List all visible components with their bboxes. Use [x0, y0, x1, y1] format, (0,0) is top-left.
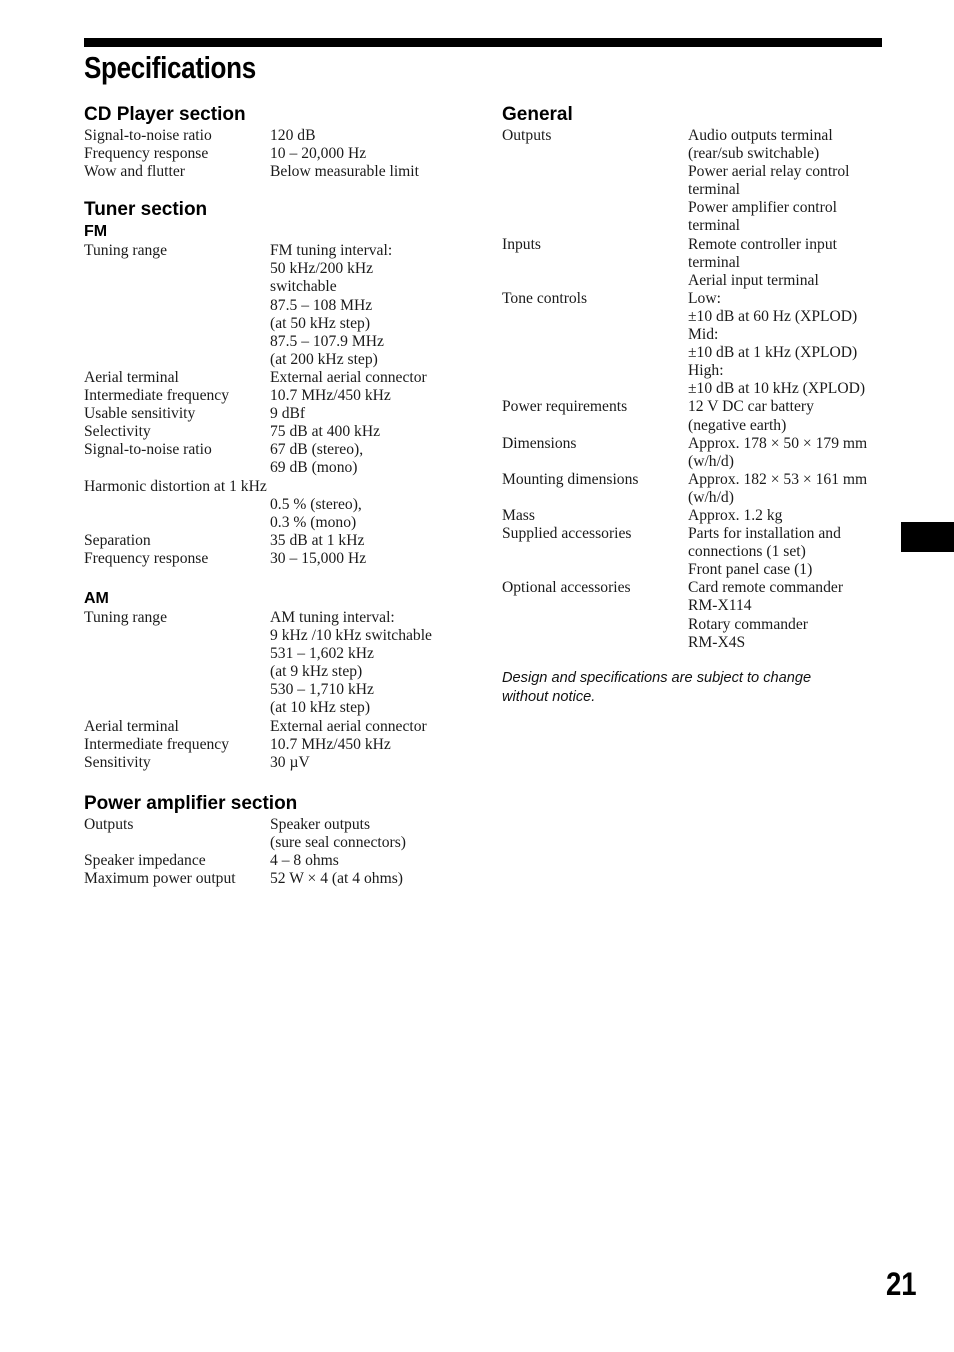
spec-value [270, 145, 464, 163]
spec-label: Wow and flutter [84, 163, 185, 181]
disclaimer-note [502, 669, 892, 707]
value-line: terminal [688, 217, 740, 235]
value-line: Speaker outputs [270, 815, 371, 833]
spec-value [688, 127, 892, 236]
value-line: (sure seal connectors) [270, 833, 406, 851]
spec-value [270, 609, 464, 718]
value-line: 52 W × 4 (at 4 ohms) [270, 870, 403, 888]
value-line: RM-X114 [688, 597, 752, 615]
spec-label: Inputs [502, 235, 541, 253]
am-heading: AM [84, 589, 109, 607]
spec-row [502, 525, 892, 579]
value-line: Front panel case (1) [688, 561, 813, 579]
spec-value [270, 405, 464, 423]
value-line: Audio outputs terminal [688, 127, 833, 144]
value-line: terminal [688, 181, 740, 199]
value-line: 4 – 8 ohms [270, 852, 339, 869]
value-line: Mid: [688, 326, 719, 344]
spec-label: Separation [84, 531, 151, 549]
spec-value [270, 496, 464, 532]
spec-label: Signal-to-noise ratio [84, 441, 212, 459]
value-line: terminal [688, 253, 740, 271]
general-specs [502, 127, 892, 652]
value-line: ±10 dB at 1 kHz (XPLOD) [688, 344, 858, 362]
spec-row [84, 718, 464, 736]
spec-row [502, 471, 892, 507]
value-line: Below measurable limit [270, 163, 419, 181]
spec-row [84, 387, 464, 405]
cd-player-specs [84, 127, 464, 181]
value-line: 530 – 1,710 kHz [270, 681, 374, 699]
spec-label: Maximum power output [84, 870, 236, 888]
spec-row [84, 441, 464, 477]
spec-label: Aerial terminal [84, 717, 179, 735]
spec-value [270, 852, 464, 870]
value-line: Aerial input terminal [688, 271, 819, 289]
spec-value [270, 532, 464, 550]
spec-value [270, 163, 464, 181]
value-line: 69 dB (mono) [270, 459, 358, 477]
value-line: Power aerial relay control [688, 163, 850, 181]
value-line: FM tuning interval: [270, 242, 393, 260]
value-line: switchable [270, 278, 337, 296]
spec-row [502, 435, 892, 471]
spec-value [688, 236, 892, 290]
value-line: High: [688, 362, 724, 380]
value-line: 10 – 20,000 Hz [270, 145, 367, 163]
value-line: Parts for installation and [688, 525, 841, 543]
spec-label: Supplied accessories [502, 525, 632, 543]
spec-value [270, 441, 464, 477]
value-line: ±10 dB at 10 kHz (XPLOD) [688, 380, 866, 398]
am-specs [84, 609, 464, 772]
spec-row [502, 290, 892, 399]
value-line: 30 – 15,000 Hz [270, 549, 367, 567]
spec-row [84, 816, 464, 852]
spec-value [270, 369, 464, 387]
spec-row [84, 145, 464, 163]
spec-value [270, 127, 464, 145]
spec-value [688, 471, 892, 507]
spec-row-harmonic-values [84, 496, 464, 532]
note-line: without notice. [502, 688, 596, 705]
spec-value [270, 870, 464, 888]
value-line: (at 50 kHz step) [270, 314, 371, 332]
spec-label: Intermediate frequency [84, 735, 230, 753]
value-line: 9 kHz /10 kHz switchable [270, 627, 432, 645]
spec-value [270, 550, 464, 568]
spec-row [84, 369, 464, 387]
tuner-heading: Tuner section [84, 199, 208, 221]
title-rule [84, 38, 882, 47]
value-line: (at 200 kHz step) [270, 350, 378, 368]
spec-value [688, 579, 892, 651]
spec-label: Usable sensitivity [84, 405, 196, 423]
power-amp-heading: Power amplifier section [84, 792, 298, 814]
spec-value [688, 525, 892, 579]
note-line: Design and specifications are subject to change [502, 669, 812, 686]
value-line: Power amplifier control [688, 199, 837, 217]
spec-value [270, 736, 464, 754]
spec-label: Tone controls [502, 289, 588, 307]
value-line: (at 10 kHz step) [270, 699, 371, 717]
spec-row [84, 609, 464, 718]
spec-value [688, 435, 892, 471]
value-line: External aerial connector [270, 717, 427, 735]
spec-row [84, 127, 464, 145]
value-line: 12 V DC car battery [688, 398, 814, 416]
spec-row [84, 242, 464, 369]
value-line: 30 µV [270, 753, 310, 771]
spec-label: Speaker impedance [84, 852, 206, 869]
value-line: (negative earth) [688, 416, 787, 434]
spec-label: Harmonic distortion at 1 kHz [84, 477, 267, 495]
spec-label: Dimensions [502, 434, 577, 452]
spec-label: Frequency response [84, 549, 209, 567]
spec-row [84, 532, 464, 550]
spec-label: Selectivity [84, 423, 151, 441]
value-line: 0.3 % (mono) [270, 513, 357, 531]
spec-row [502, 579, 892, 651]
spec-label: Tuning range [84, 608, 168, 626]
value-line: Card remote commander [688, 579, 844, 597]
spec-row-harmonic-distortion [84, 478, 464, 496]
spec-label: Signal-to-noise ratio [84, 127, 212, 144]
spec-row [84, 852, 464, 870]
power-amp-specs [84, 816, 464, 888]
spec-row [84, 423, 464, 441]
section-edge-tab [901, 522, 954, 552]
spec-label: Optional accessories [502, 579, 631, 597]
spec-row [84, 405, 464, 423]
value-line: RM-X4S [688, 633, 746, 651]
value-line: (at 9 kHz step) [270, 663, 363, 681]
spec-row [84, 754, 464, 772]
value-line: Low: [688, 289, 721, 307]
value-line: 9 dBf [270, 405, 306, 423]
value-line: 120 dB [270, 127, 316, 144]
spec-value [270, 754, 464, 772]
spec-label: Tuning range [84, 242, 168, 260]
value-line: (w/h/d) [688, 488, 734, 506]
value-line: Remote controller input [688, 235, 837, 253]
value-line: 35 dB at 1 kHz [270, 531, 365, 549]
value-line: 75 dB at 400 kHz [270, 423, 381, 441]
value-line: Rotary commander [688, 615, 808, 633]
spec-row [502, 398, 892, 434]
spec-label: Mass [502, 506, 535, 524]
page-number: 21 [886, 1266, 917, 1302]
value-line: External aerial connector [270, 368, 427, 386]
spec-row [84, 736, 464, 754]
general-heading: General [502, 104, 573, 125]
value-line: 50 kHz/200 kHz [270, 260, 374, 278]
value-line: 0.5 % (stereo), [270, 495, 362, 513]
value-line: 10.7 MHz/450 kHz [270, 387, 391, 405]
spec-value [688, 290, 892, 399]
spec-label: Power requirements [502, 398, 628, 416]
right-column [502, 103, 892, 707]
spec-row [84, 163, 464, 181]
value-line: AM tuning interval: [270, 608, 395, 626]
cd-player-heading: CD Player section [84, 104, 246, 125]
value-line: Approx. 182 × 53 × 161 mm [688, 470, 868, 488]
value-line: Approx. 178 × 50 × 179 mm [688, 434, 868, 452]
spec-value [270, 423, 464, 441]
spec-label: Outputs [84, 815, 134, 833]
spec-label: Frequency response [84, 145, 209, 163]
value-line: (w/h/d) [688, 452, 734, 470]
value-line: (rear/sub switchable) [688, 145, 820, 163]
value-line: 67 dB (stereo), [270, 441, 364, 459]
spec-value [688, 507, 892, 525]
page-title: Specifications [84, 50, 256, 85]
spec-row [502, 236, 892, 290]
fm-specs [84, 242, 464, 477]
spec-value [270, 387, 464, 405]
spec-label: Aerial terminal [84, 368, 179, 386]
spec-row [502, 127, 892, 236]
spec-row [84, 870, 464, 888]
value-line: 87.5 – 108 MHz [270, 296, 373, 314]
fm-specs-continued [84, 532, 464, 568]
spec-label: Outputs [502, 127, 552, 144]
spec-label: Intermediate frequency [84, 387, 230, 405]
value-line: 87.5 – 107.9 MHz [270, 332, 384, 350]
spec-value [270, 242, 464, 369]
spec-row [502, 507, 892, 525]
value-line: ±10 dB at 60 Hz (XPLOD) [688, 307, 858, 325]
value-line: 531 – 1,602 kHz [270, 645, 374, 663]
value-line: 10.7 MHz/450 kHz [270, 735, 391, 753]
value-line: connections (1 set) [688, 543, 806, 561]
value-line: Approx. 1.2 kg [688, 506, 783, 524]
spec-value [270, 816, 464, 852]
left-column [84, 103, 464, 888]
spec-value [688, 398, 892, 434]
spec-label: Mounting dimensions [502, 470, 639, 488]
spec-row [84, 550, 464, 568]
fm-heading: FM [84, 223, 108, 241]
spec-label: Sensitivity [84, 753, 151, 771]
spec-value [270, 718, 464, 736]
